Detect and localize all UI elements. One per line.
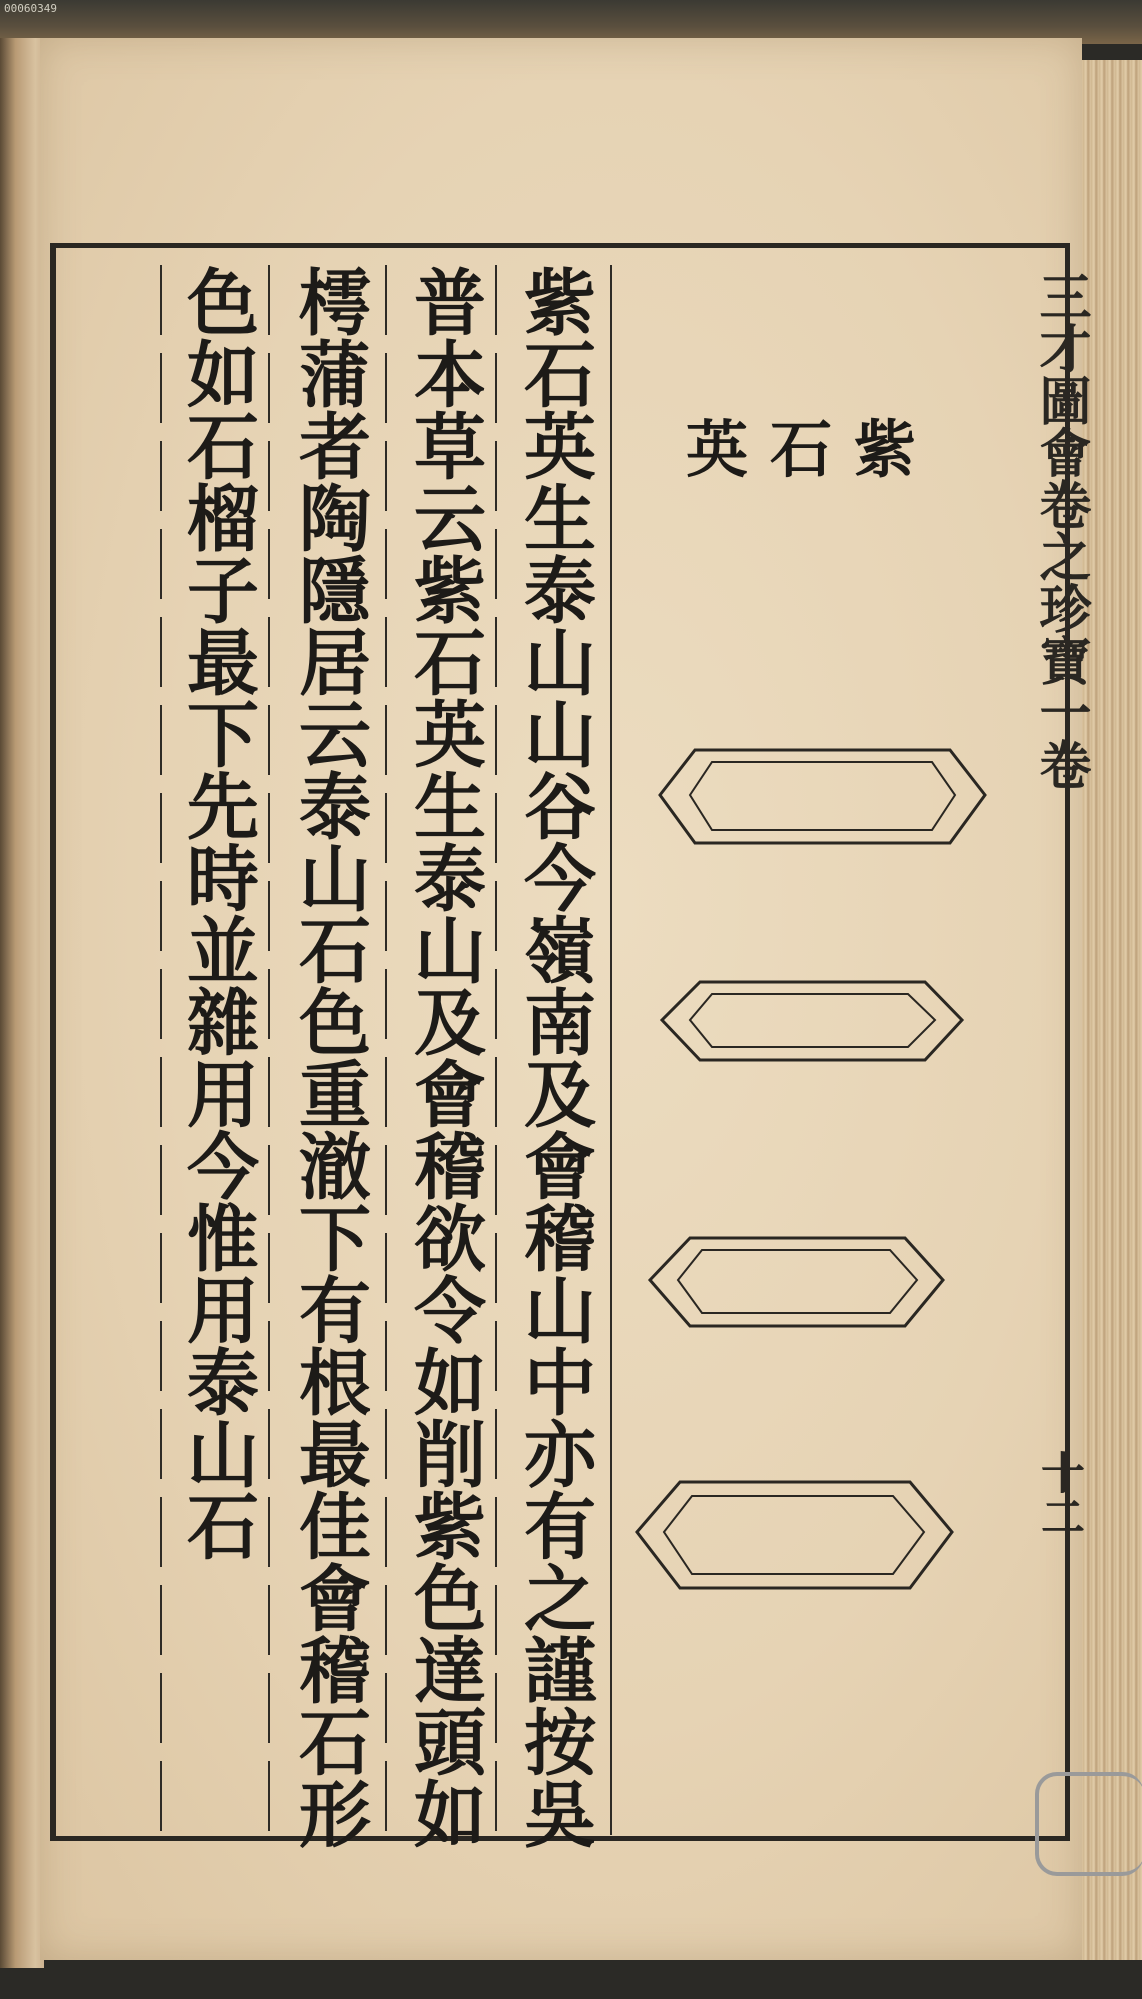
crystal-figure-2 [662,982,962,1060]
crystal-figure-1 [660,750,985,843]
text-column-2: 普本草云紫石英生泰山及會稽欲令如削紫色達頭如 [402,265,487,1849]
column-rule [385,265,387,1835]
column-rule [610,265,612,1835]
text-column-3: 樗蒲者陶隱居云泰山石色重澈下有根最佳會稽石形 [287,265,372,1849]
margin-book-title: 三才圖會卷之 [1030,270,1091,582]
crystal-figure-4 [637,1482,952,1588]
page-clip [1035,1772,1142,1876]
text-column-4: 色如石榴子最下先時並雜用今惟用泰山石 [175,265,260,1561]
text-column-1: 紫石英生泰山山谷今嶺南及會稽山中亦有之謹按吳 [512,265,597,1849]
margin-volume: 一卷 [1030,686,1091,790]
column-rule [268,265,270,1835]
column-rule [495,265,497,1835]
column-rule [160,265,162,1835]
crystal-figure-3 [650,1238,943,1326]
margin-section: 珍寶 [1030,582,1091,686]
archive-id: 00060349 [4,2,57,15]
folio-number: 十二 [1033,1450,1084,1538]
illustration-title: 紫石英 [686,413,939,486]
